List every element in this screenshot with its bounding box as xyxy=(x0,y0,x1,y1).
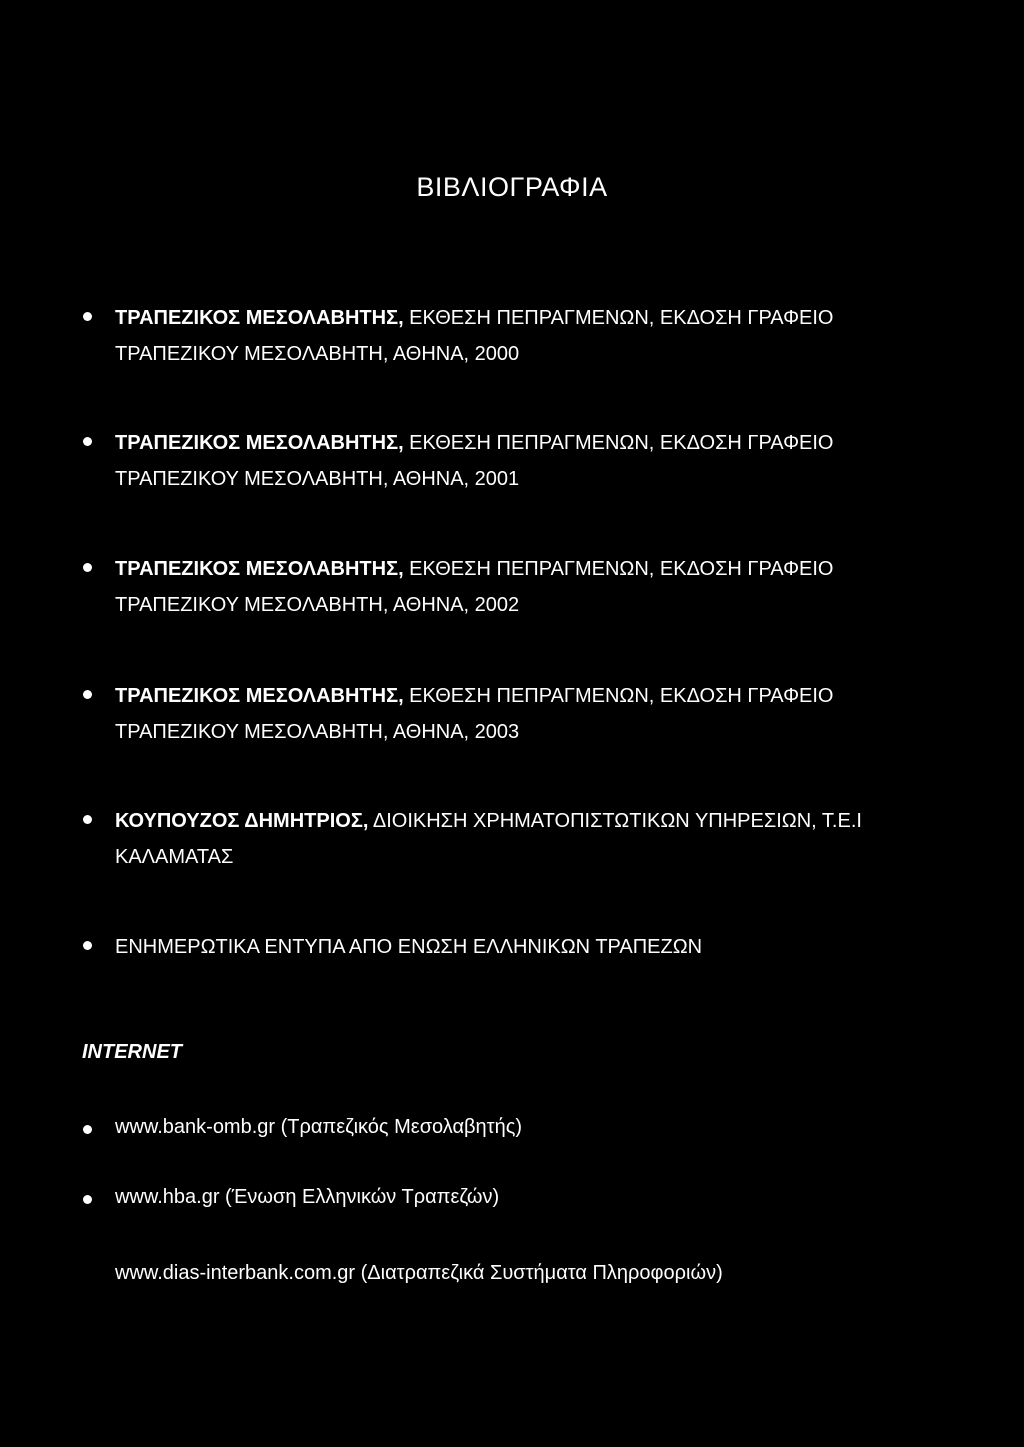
web-reference-link[interactable]: www.dias-interbank.com.gr (Διατραπεζικά Συστήματα Πληροφοριών) xyxy=(115,1262,723,1284)
reference-rest: ΕΚΘΕΣΗ ΠΕΠΡΑΓΜΕΝΩΝ, ΕΚΔΟΣΗ ΓΡΑΦΕΙΟ xyxy=(403,685,834,707)
internet-heading: INTERNET xyxy=(82,1041,182,1063)
reference-rest: ΔΙΟΙΚΗΣΗ ΧΡΗΜΑΤΟΠΙΣΤΩΤΙΚΩΝ ΥΠΗΡΕΣΙΩΝ, Τ.Ε.Ι xyxy=(368,810,862,832)
reference-line-1 xyxy=(115,306,833,330)
bullet-icon xyxy=(83,941,92,950)
reference-line-1 xyxy=(115,431,833,455)
reference-author: ΤΡΑΠΕΖΙΚΟΣ ΜΕΣΟΛΑΒΗΤΗΣ, xyxy=(115,558,404,580)
reference-rest: ΕΚΘΕΣΗ ΠΕΠΡΑΓΜΕΝΩΝ, ΕΚΔΟΣΗ ΓΡΑΦΕΙΟ xyxy=(403,432,834,454)
bullet-icon xyxy=(83,690,92,699)
bullet-icon xyxy=(83,1125,92,1134)
bullet-icon xyxy=(83,815,92,824)
bullet-icon xyxy=(83,563,92,572)
reference-author: ΤΡΑΠΕΖΙΚΟΣ ΜΕΣΟΛΑΒΗΤΗΣ, xyxy=(115,432,404,454)
reference-line-2: ΤΡΑΠΕΖΙΚΟΥ ΜΕΣΟΛΑΒΗΤΗ, ΑΘΗΝΑ, 2003 xyxy=(115,721,520,743)
reference-line-1 xyxy=(115,684,833,708)
bullet-icon xyxy=(83,437,92,446)
reference-author: ΚΟΥΠΟΥΖΟΣ ΔΗΜΗΤΡΙΟΣ, xyxy=(115,810,369,832)
reference-author: ΤΡΑΠΕΖΙΚΟΣ ΜΕΣΟΛΑΒΗΤΗΣ, xyxy=(115,685,404,707)
reference-line-1 xyxy=(115,809,862,833)
web-reference-link[interactable]: www.bank-omb.gr (Τραπεζικός Μεσολαβητής) xyxy=(115,1116,522,1138)
bullet-icon xyxy=(83,1195,92,1204)
reference-line-2: ΤΡΑΠΕΖΙΚΟΥ ΜΕΣΟΛΑΒΗΤΗ, ΑΘΗΝΑ, 2000 xyxy=(115,343,520,365)
reference-line-1 xyxy=(115,557,833,581)
reference-line-2: ΤΡΑΠΕΖΙΚΟΥ ΜΕΣΟΛΑΒΗΤΗ, ΑΘΗΝΑ, 2002 xyxy=(115,594,520,616)
bullet-icon xyxy=(83,312,92,321)
page-title: ΒΙΒΛΙΟΓΡΑΦΙΑ xyxy=(416,172,608,202)
reference-author: ΤΡΑΠΕΖΙΚΟΣ ΜΕΣΟΛΑΒΗΤΗΣ, xyxy=(115,307,404,329)
reference-line-2: ΤΡΑΠΕΖΙΚΟΥ ΜΕΣΟΛΑΒΗΤΗ, ΑΘΗΝΑ, 2001 xyxy=(115,468,520,490)
reference-line-2: ΚΑΛΑΜΑΤΑΣ xyxy=(115,846,234,868)
web-reference-link[interactable]: www.hba.gr (Ένωση Ελληνικών Τραπεζών) xyxy=(115,1186,500,1208)
reference-rest: ΕΚΘΕΣΗ ΠΕΠΡΑΓΜΕΝΩΝ, ΕΚΔΟΣΗ ΓΡΑΦΕΙΟ xyxy=(403,558,834,580)
reference-rest: ΕΚΘΕΣΗ ΠΕΠΡΑΓΜΕΝΩΝ, ΕΚΔΟΣΗ ΓΡΑΦΕΙΟ xyxy=(403,307,834,329)
reference-line-1: ΕΝΗΜΕΡΩΤΙΚΑ ΕΝΤΥΠΑ ΑΠΟ ΕΝΩΣΗ ΕΛΛΗΝΙΚΩΝ ΤΡΑΠΕΖΩΝ xyxy=(115,936,703,958)
